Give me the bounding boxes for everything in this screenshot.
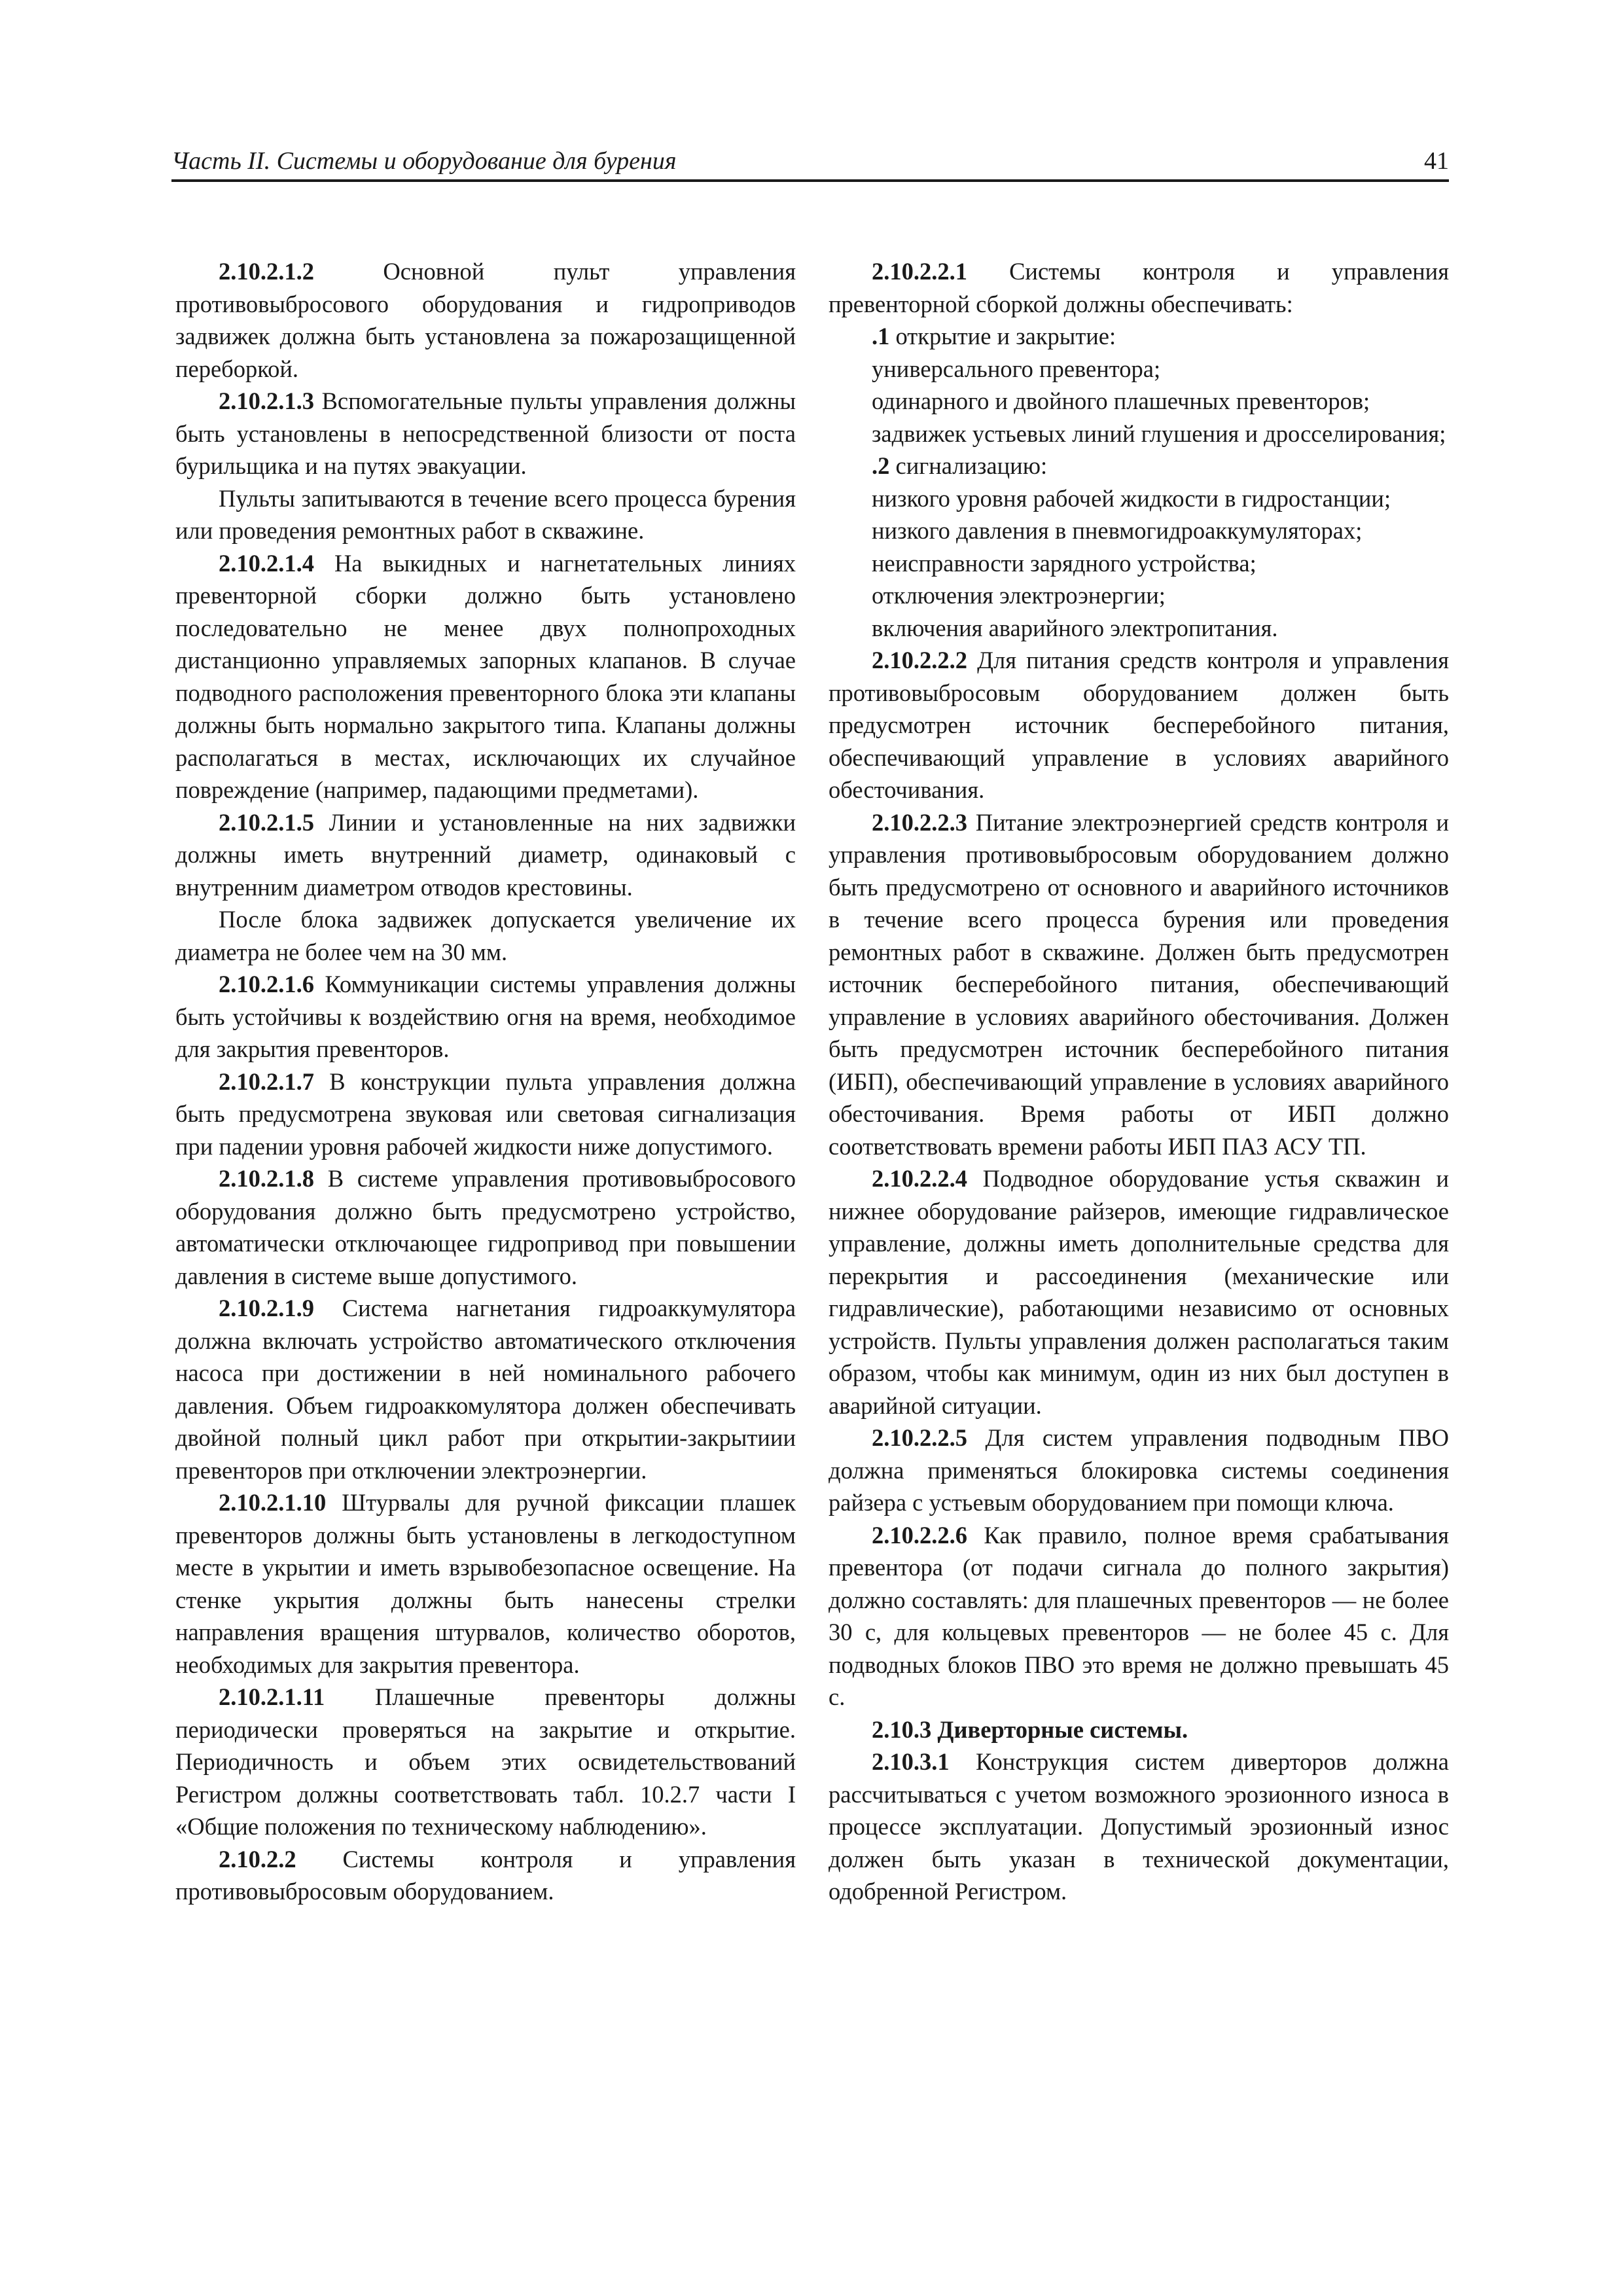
- list-subitem-text: низкого давления в пневмогидроаккумуляторах;: [872, 517, 1363, 544]
- clause-number: 2.10.2.1.6: [219, 971, 314, 997]
- list-subitem: [829, 353, 1449, 386]
- list-subitem-text: неисправности зарядного устройства;: [872, 549, 1257, 577]
- clause-number: 2.10.2.1.10: [219, 1489, 327, 1516]
- list-subitem: [829, 579, 1449, 612]
- left-column: [175, 255, 796, 1908]
- clause-text: Система нагнетания гидроаккумулятора должна включать устройство автоматического отключения насоса при достижении в ней номинального рабочего давления. Объем гидроаккомулятора должен обеспечивать двойной полный цикл работ при открытии-закрытиии превенторов при отключении электроэнергии.: [175, 1295, 796, 1484]
- section-heading: [829, 1713, 1449, 1746]
- clause-paragraph: [175, 255, 796, 385]
- list-item-text: сигнализацию:: [895, 452, 1048, 479]
- clause-number: 2.10.2.1.2: [219, 258, 314, 285]
- clause-text: Штурвалы для ручной фиксации плашек превенторов должны быть установлены в легкодоступном месте в укрытии и иметь взрывобезопасное освещение. На стенке укрытия должны быть нанесены стрелки направления вращения штурвалов, количество оборотов, необходимых для закрытия превентора.: [175, 1489, 796, 1678]
- section-number: 2.10.3: [872, 1715, 932, 1743]
- clause-paragraph: [175, 806, 796, 904]
- clause-number: 2.10.2.2.3: [872, 808, 967, 836]
- clause-text: Системы контроля и управления противовыбросовым оборудованием.: [175, 1845, 796, 1905]
- clause-number: 2.10.2.1.5: [219, 808, 314, 836]
- clause-paragraph: [175, 385, 796, 482]
- running-header: [171, 143, 1449, 182]
- list-subitem-text: задвижек устьевых линий глушения и дросселирования;: [872, 420, 1446, 447]
- list-subitem-text: одинарного и двойного плашечных превенторов;: [872, 387, 1370, 414]
- clause-number: 2.10.3.1: [872, 1748, 950, 1775]
- clause-paragraph: [829, 255, 1449, 320]
- list-subitem-text: универсального превентора;: [872, 355, 1161, 382]
- list-item: [829, 450, 1449, 482]
- list-subitem-text: низкого уровня рабочей жидкости в гидростанции;: [872, 484, 1391, 512]
- list-subitem: [829, 482, 1449, 515]
- list-subitem: [829, 612, 1449, 645]
- clause-text: В системе управления противовыбросового оборудования должно быть предусмотрено устройство, автоматически отключающее гидропривод при повышении давления в системе выше допустимого.: [175, 1165, 796, 1289]
- clause-number: 2.10.2.1.8: [219, 1165, 314, 1192]
- clause-paragraph: [175, 1162, 796, 1292]
- page-number: 41: [1424, 147, 1449, 175]
- clause-text: Линии и установленные на них задвижки должны иметь внутренний диаметр, одинаковый с внутренним диаметром отводов крестовины.: [175, 808, 796, 901]
- clause-number: 2.10.2.1.11: [219, 1683, 325, 1710]
- paragraph-text: Пульты запитываются в течение всего процесса бурения или проведения ремонтных работ в скважине.: [175, 484, 796, 544]
- list-item: [829, 320, 1449, 353]
- list-subitem-text: включения аварийного электропитания.: [872, 614, 1278, 641]
- clause-paragraph: [175, 1486, 796, 1681]
- clause-number: 2.10.2.2.4: [872, 1165, 967, 1192]
- clause-paragraph: [175, 1843, 796, 1908]
- clause-paragraph: [829, 644, 1449, 806]
- clause-paragraph: [175, 968, 796, 1066]
- list-subitem-text: отключения электроэнергии;: [872, 582, 1166, 609]
- list-item-number: .1: [872, 323, 890, 350]
- list-subitem: [829, 547, 1449, 580]
- clause-paragraph: [829, 1519, 1449, 1713]
- section-title: Диверторные системы.: [937, 1715, 1188, 1743]
- clause-number: 2.10.2.2.5: [872, 1424, 967, 1451]
- clause-paragraph: [175, 1066, 796, 1163]
- clause-paragraph: [829, 1162, 1449, 1422]
- clause-number: 2.10.2.1.7: [219, 1067, 314, 1095]
- clause-paragraph: [829, 1422, 1449, 1519]
- list-item-text: открытие и закрытие:: [895, 323, 1116, 350]
- clause-paragraph: [175, 1292, 796, 1486]
- clause-text: Плашечные превенторы должны периодически проверяться на закрытие и открытие. Периодичность и объем этих освидетельствований Регистром должны соответствовать табл. 10.2.7 части I «Общие положения по техническому наблюдению».: [175, 1683, 796, 1840]
- clause-number: 2.10.2.1.4: [219, 549, 314, 577]
- clause-number: 2.10.2.1.3: [219, 387, 314, 414]
- clause-text: Основной пульт управления противовыбросового оборудования и гидроприводов задвижек должна быть установлена за пожарозащищенной переборкой.: [175, 258, 796, 382]
- body-paragraph: [175, 482, 796, 547]
- clause-text: В конструкции пульта управления должна быть предусмотрена звуковая или световая сигнализация при падении уровня рабочей жидкости ниже допустимого.: [175, 1067, 796, 1160]
- clause-number: 2.10.2.2.2: [872, 647, 967, 673]
- clause-number: 2.10.2.1.9: [219, 1295, 314, 1321]
- clause-text: Вспомогательные пульты управления должны быть установлены в непосредственной близости от поста бурильщика и на путях эвакуации.: [175, 387, 796, 479]
- clause-text: Для систем управления подводным ПВО должна применяться блокировка системы соединения райзера с устьевым оборудованием при помощи ключа.: [829, 1424, 1449, 1516]
- running-header-title: Часть II. Системы и оборудование для бурения: [171, 147, 677, 175]
- list-subitem: [829, 418, 1449, 450]
- paragraph-text: После блока задвижек допускается увеличение их диаметра не более чем на 30 мм.: [175, 906, 796, 965]
- right-column: [829, 255, 1449, 1908]
- list-item-number: .2: [872, 452, 890, 479]
- clause-number: 2.10.2.2.1: [872, 258, 967, 285]
- clause-text: Питание электроэнергией средств контроля и управления противовыбросовым оборудованием должно быть предусмотрено от основного и аварийного источников в течение всего процесса бурения или проведения ремонтных работ в скважине. Должен быть предусмотрен источник бесперебойного питания, обеспечивающий управление в условиях аварийного обесточивания. Должен быть предусмотрен источник бесперебойного питания (ИБП), обеспечивающий управление в условиях аварийного обесточивания. Время работы от ИБП должно соответствовать времени работы ИБП ПАЗ АСУ ТП.: [829, 808, 1449, 1160]
- clause-text: Конструкция систем диверторов должна рассчитываться с учетом возможного эрозионного износа в процессе эксплуатации. Допустимый эрозионный износ должен быть указан в технической документации, одобренной Регистром.: [829, 1748, 1449, 1905]
- clause-paragraph: [829, 806, 1449, 1163]
- list-subitem: [829, 514, 1449, 547]
- clause-paragraph: [175, 1681, 796, 1843]
- clause-text: Для питания средств контроля и управления противовыбросовым оборудованием должен быть предусмотрен источник бесперебойного питания, обеспечивающий управление в условиях аварийного обесточивания.: [829, 647, 1450, 803]
- clause-paragraph: [175, 547, 796, 806]
- clause-number: 2.10.2.2.6: [872, 1521, 967, 1549]
- clause-text: Подводное оборудование устья скважин и нижнее оборудование райзеров, имеющие гидравлическое управление, должны иметь дополнительные средства для перекрытия и рассоединения (механические или гидравлические), работающими независимо от основных устройств. Пульты управления должен располагаться таким образом, чтобы как минимум, один из них был доступен в аварийной ситуации.: [829, 1165, 1450, 1419]
- clause-text: Системы контроля и управления превенторной сборкой должны обеспечивать:: [829, 258, 1449, 317]
- clause-text: На выкидных и нагнетательных линиях превенторной сборки должно быть установлено последовательно не менее двух полнопроходных дистанционно управляемых запорных клапанов. В случае подводного расположения превенторного блока эти клапаны должны быть нормально закрытого типа. Клапаны должны располагаться в местах, исключающих их случайное повреждение (например, падающими предметами).: [175, 549, 796, 803]
- clause-text: Как правило, полное время срабатывания превентора (от подачи сигнала до полного закрытия) должно составлять: для плашечных превенторов — не более 30 с, для кольцевых превенторов — не более 45 с. Для подводных блоков ПВО это время не должно превышать 45 с.: [829, 1521, 1450, 1710]
- list-subitem: [829, 385, 1449, 418]
- body-paragraph: [175, 903, 796, 968]
- clause-text: Коммуникации системы управления должны быть устойчивы к воздействию огня на время, необходимое для закрытия превенторов.: [175, 971, 796, 1062]
- clause-number: 2.10.2.2: [219, 1845, 296, 1873]
- clause-paragraph: [829, 1746, 1449, 1908]
